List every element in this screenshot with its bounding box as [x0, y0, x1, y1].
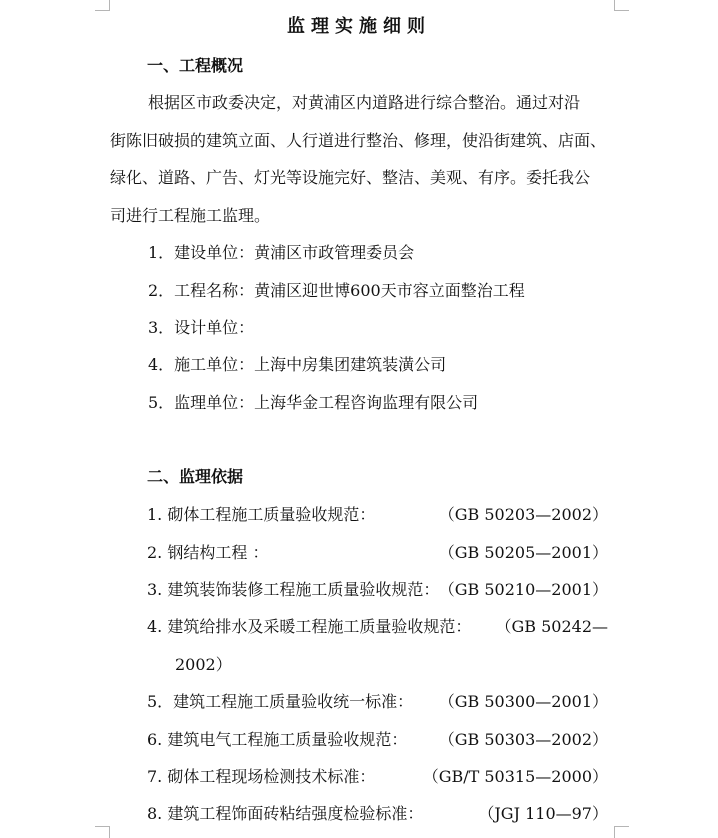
basis-item	[147, 764, 608, 786]
basis-item-code: （JGJ 110—97）	[478, 804, 608, 823]
section-heading-overview: 一、工程概况	[147, 56, 244, 75]
page-corner-mark-bottom-right	[614, 826, 629, 838]
basis-item-label: 6. 建筑电气工程施工质量验收规范：	[147, 730, 408, 749]
basis-item	[147, 502, 608, 524]
basis-item-code: （GB 50242—	[495, 617, 608, 636]
overview-item: 1．建设单位：黄浦区市政管理委员会	[148, 243, 415, 262]
basis-item-code: （GB 50300—2001）	[438, 692, 608, 711]
page-corner-mark-top-right	[614, 0, 629, 11]
basis-item-label: 5．建筑工程施工质量验收统一标准：	[147, 692, 414, 711]
basis-item-code-continuation: 2002）	[175, 655, 232, 674]
basis-item	[147, 614, 608, 636]
overview-item: 4．施工单位：上海中房集团建筑装潢公司	[148, 355, 447, 374]
basis-item-code: （GB/T 50315—2000）	[422, 767, 608, 786]
paragraph-line-2: 街陈旧破损的建筑立面、人行道进行整治、修理，使沿街建筑、店面、	[110, 131, 607, 150]
paragraph-line-3: 绿化、道路、广告、灯光等设施完好、整洁、美观、有序。委托我公	[110, 168, 591, 187]
basis-item	[147, 689, 608, 711]
basis-item-label: 3. 建筑装饰装修工程施工质量验收规范：	[147, 580, 440, 599]
basis-item-code: （GB 50303—2002）	[438, 730, 608, 749]
overview-item: 2．工程名称：黄浦区迎世博600天市容立面整治工程	[148, 281, 525, 300]
basis-item-code: （GB 50203—2002）	[438, 505, 608, 524]
page-corner-mark-top-left	[95, 0, 110, 11]
paragraph-line-1: 根据区市政委决定，对黄浦区内道路进行综合整治。通过对沿	[148, 93, 581, 112]
basis-item	[147, 540, 608, 562]
overview-item: 3．设计单位：	[148, 318, 255, 337]
basis-item-label: 1. 砌体工程施工质量验收规范：	[147, 505, 376, 524]
basis-item-label: 2. 钢结构工程 ：	[147, 543, 269, 562]
document-title: 监理实施细则	[287, 16, 431, 37]
basis-item-code: （GB 50205—2001）	[438, 543, 608, 562]
overview-item: 5．监理单位：上海华金工程咨询监理有限公司	[148, 393, 479, 412]
page-corner-mark-bottom-left	[95, 826, 110, 838]
section-heading-basis: 二、监理依据	[147, 467, 244, 486]
basis-item-label: 8. 建筑工程饰面砖粘结强度检验标准：	[147, 804, 424, 823]
basis-item	[147, 801, 608, 823]
basis-item	[147, 727, 608, 749]
paragraph-line-4: 司进行工程施工监理。	[110, 206, 271, 225]
basis-item	[147, 577, 608, 599]
basis-item-label: 7. 砌体工程现场检测技术标准：	[147, 767, 376, 786]
basis-item-label: 4. 建筑给排水及采暖工程施工质量验收规范：	[147, 617, 472, 636]
basis-item-code: （GB 50210—2001）	[438, 580, 608, 599]
